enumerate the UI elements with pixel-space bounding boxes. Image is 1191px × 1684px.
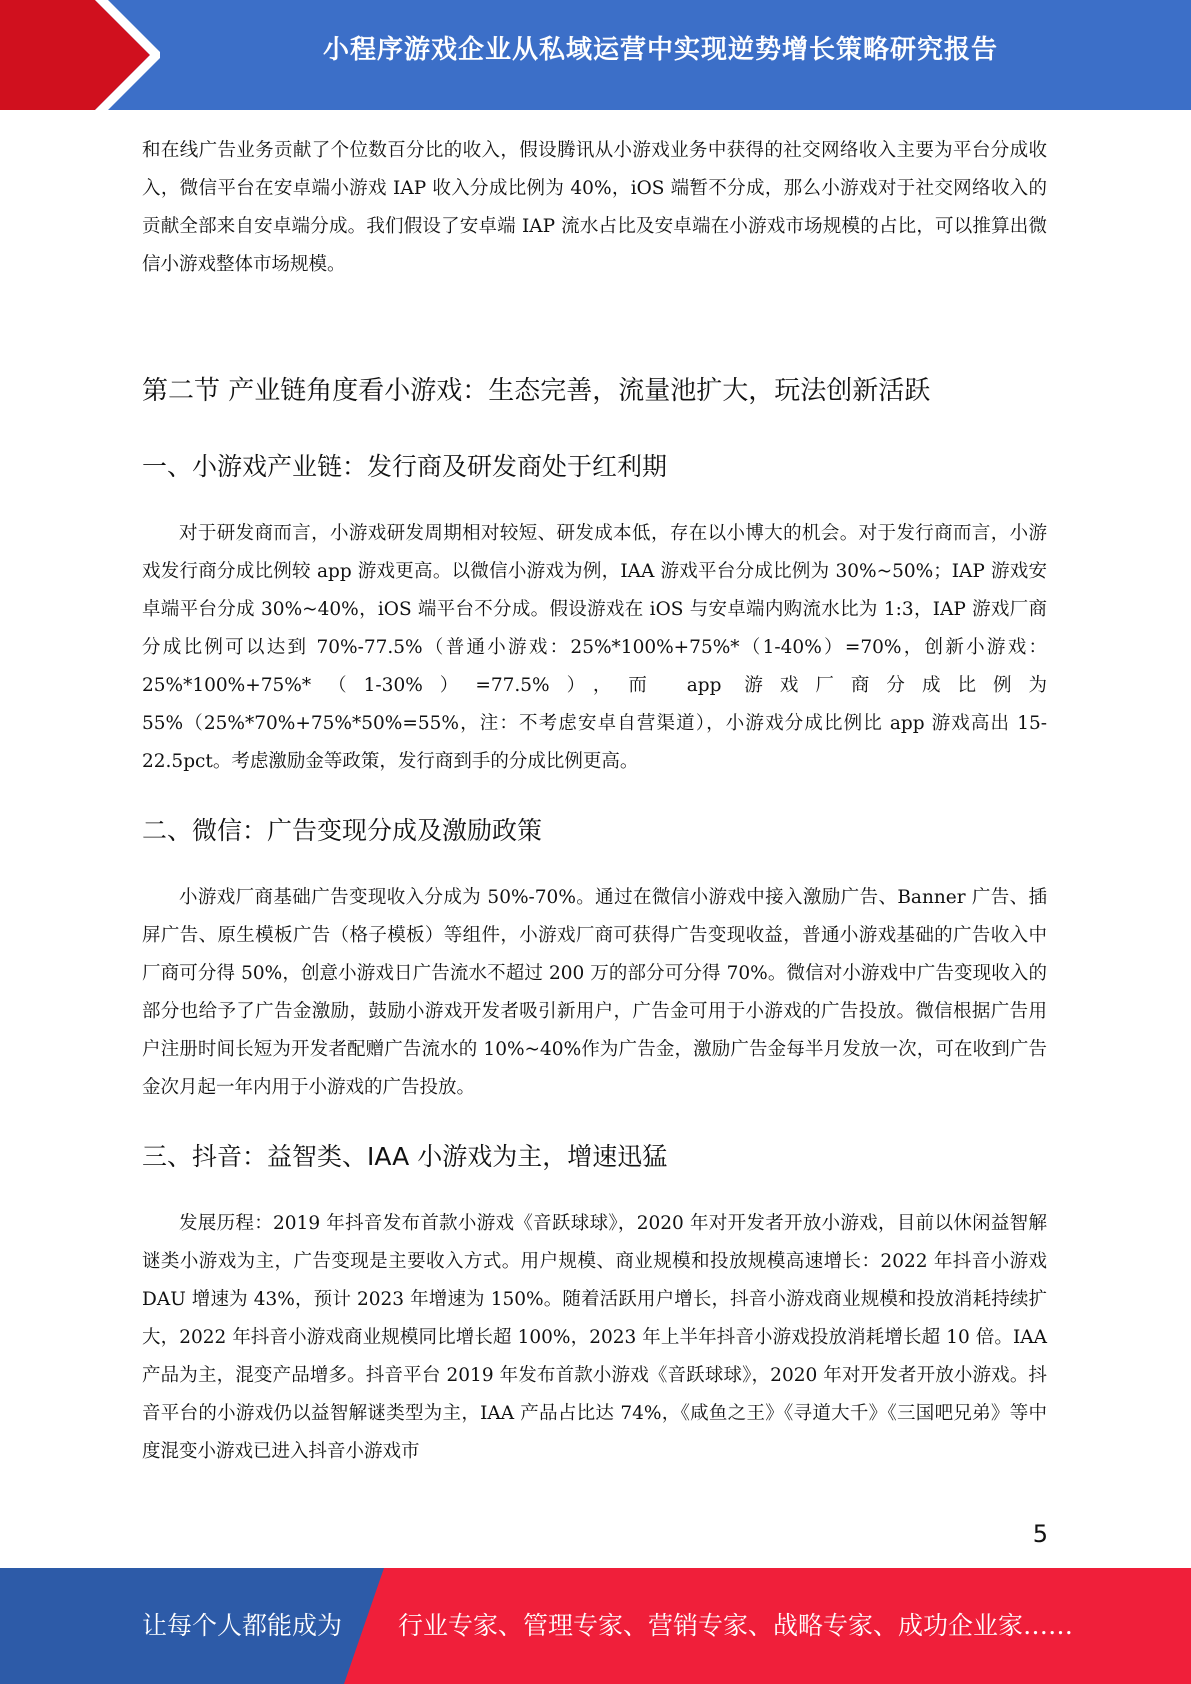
page-content [142, 132, 1047, 1471]
subsection-title-douyin: 三、抖音：益智类、IAA 小游戏为主，增速迅猛 [142, 1142, 668, 1171]
footer-slogan-right: 行业专家、管理专家、营销专家、战略专家、成功企业家…… [398, 1611, 1074, 1640]
header-red-arrow-shape [0, 0, 160, 110]
footer-slogan-left: 让每个人都能成为 [142, 1611, 343, 1640]
subsection-title-wechat: 二、微信：广告变现分成及激励政策 [142, 816, 543, 845]
subsection-paragraph-wechat: 小游戏厂商基础广告变现收入分成为 50%-70%。通过在微信小游戏中接入激励广告、Banner 广告、插屏广告、原生模板广告（格子模板）等组件，小游戏厂商可获得广告变现收益，普通小游戏基础的广告收入中厂商可分得 50%，创意小游戏日广告流水不超过 200 万的部分可分得 70%。微信对小游戏中广告变现收入的部分也给予了广告金激励，鼓励小游戏开发者吸引新用户，广告金可用于小游戏的广告投放。微信根据广告用户注册时间长短为开发者配赠广告流水的 10%~40%作为广告金，激励广告金每半月发放一次，可在收到广告金次月起一年内用于小游戏的广告投放。 [142, 887, 1047, 1098]
intro-paragraph: 和在线广告业务贡献了个位数百分比的收入，假设腾讯从小游戏业务中获得的社交网络收入主要为平台分成收入，微信平台在安卓端小游戏 IAP 收入分成比例为 40%，iOS 端暂不分成，那么小游戏对于社交网络收入的贡献全部来自安卓端分成。我们假设了安卓端 IAP 流水占比及安卓端在小游戏市场规模的占比，可以推算出微信小游戏整体市场规模。 [142, 140, 1047, 275]
page-header [0, 0, 1191, 110]
page-number: 5 [1032, 1520, 1048, 1548]
section-title: 第二节 产业链角度看小游戏：生态完善，流量池扩大，玩法创新活跃 [142, 376, 931, 406]
report-title: 小程序游戏企业从私域运营中实现逆势增长策略研究报告 [322, 35, 998, 65]
subsection-title-industry-chain: 一、小游戏产业链：发行商及研发商处于红利期 [142, 452, 668, 481]
subsection-paragraph-industry-chain: 对于研发商而言，小游戏研发周期相对较短、研发成本低，存在以小博大的机会。对于发行商而言，小游戏发行商分成比例较 app 游戏更高。以微信小游戏为例，IAA 游戏平台分成比例为 30%~50%；IAP 游戏安卓端平台分成 30%~40%，iOS 端平台不分成。假设游戏在 iOS 与安卓端内购流水比为 1:3，IAP 游戏厂商分成比例可以达到 70%-77.5%（普通小游戏：25%*100%+75%*（1-40%）=70%，创新小游戏：25%*100%+75%*（1-30%）=77.5%），而 app 游戏厂商分成比例为 55%（25%*70%+75%*50%=55%，注：不考虑安卓自营渠道），小游戏分成比例比 app 游戏高出 15-22.5pct。考虑激励金等政策，发行商到手的分成比例更高。 [142, 523, 1047, 772]
page-footer [0, 1568, 1191, 1684]
subsection-paragraph-douyin: 发展历程：2019 年抖音发布首款小游戏《音跃球球》，2020 年对开发者开放小游戏，目前以休闲益智解谜类小游戏为主，广告变现是主要收入方式。用户规模、商业规模和投放规模高速增长：2022 年抖音小游戏 DAU 增速为 43%，预计 2023 年增速为 150%。随着活跃用户增长，抖音小游戏商业规模和投放消耗持续扩大，2022 年抖音小游戏商业规模同比增长超 100%，2023 年上半年抖音小游戏投放消耗增长超 10 倍。IAA 产品为主，混变产品增多。抖音平台 2019 年发布首款小游戏《音跃球球》，2020 年对开发者开放小游戏。抖音平台的小游戏仍以益智解谜类型为主，IAA 产品占比达 74%，《咸鱼之王》《寻道大千》《三国吧兄弟》等中度混变小游戏已进入抖音小游戏市 [142, 1213, 1047, 1462]
